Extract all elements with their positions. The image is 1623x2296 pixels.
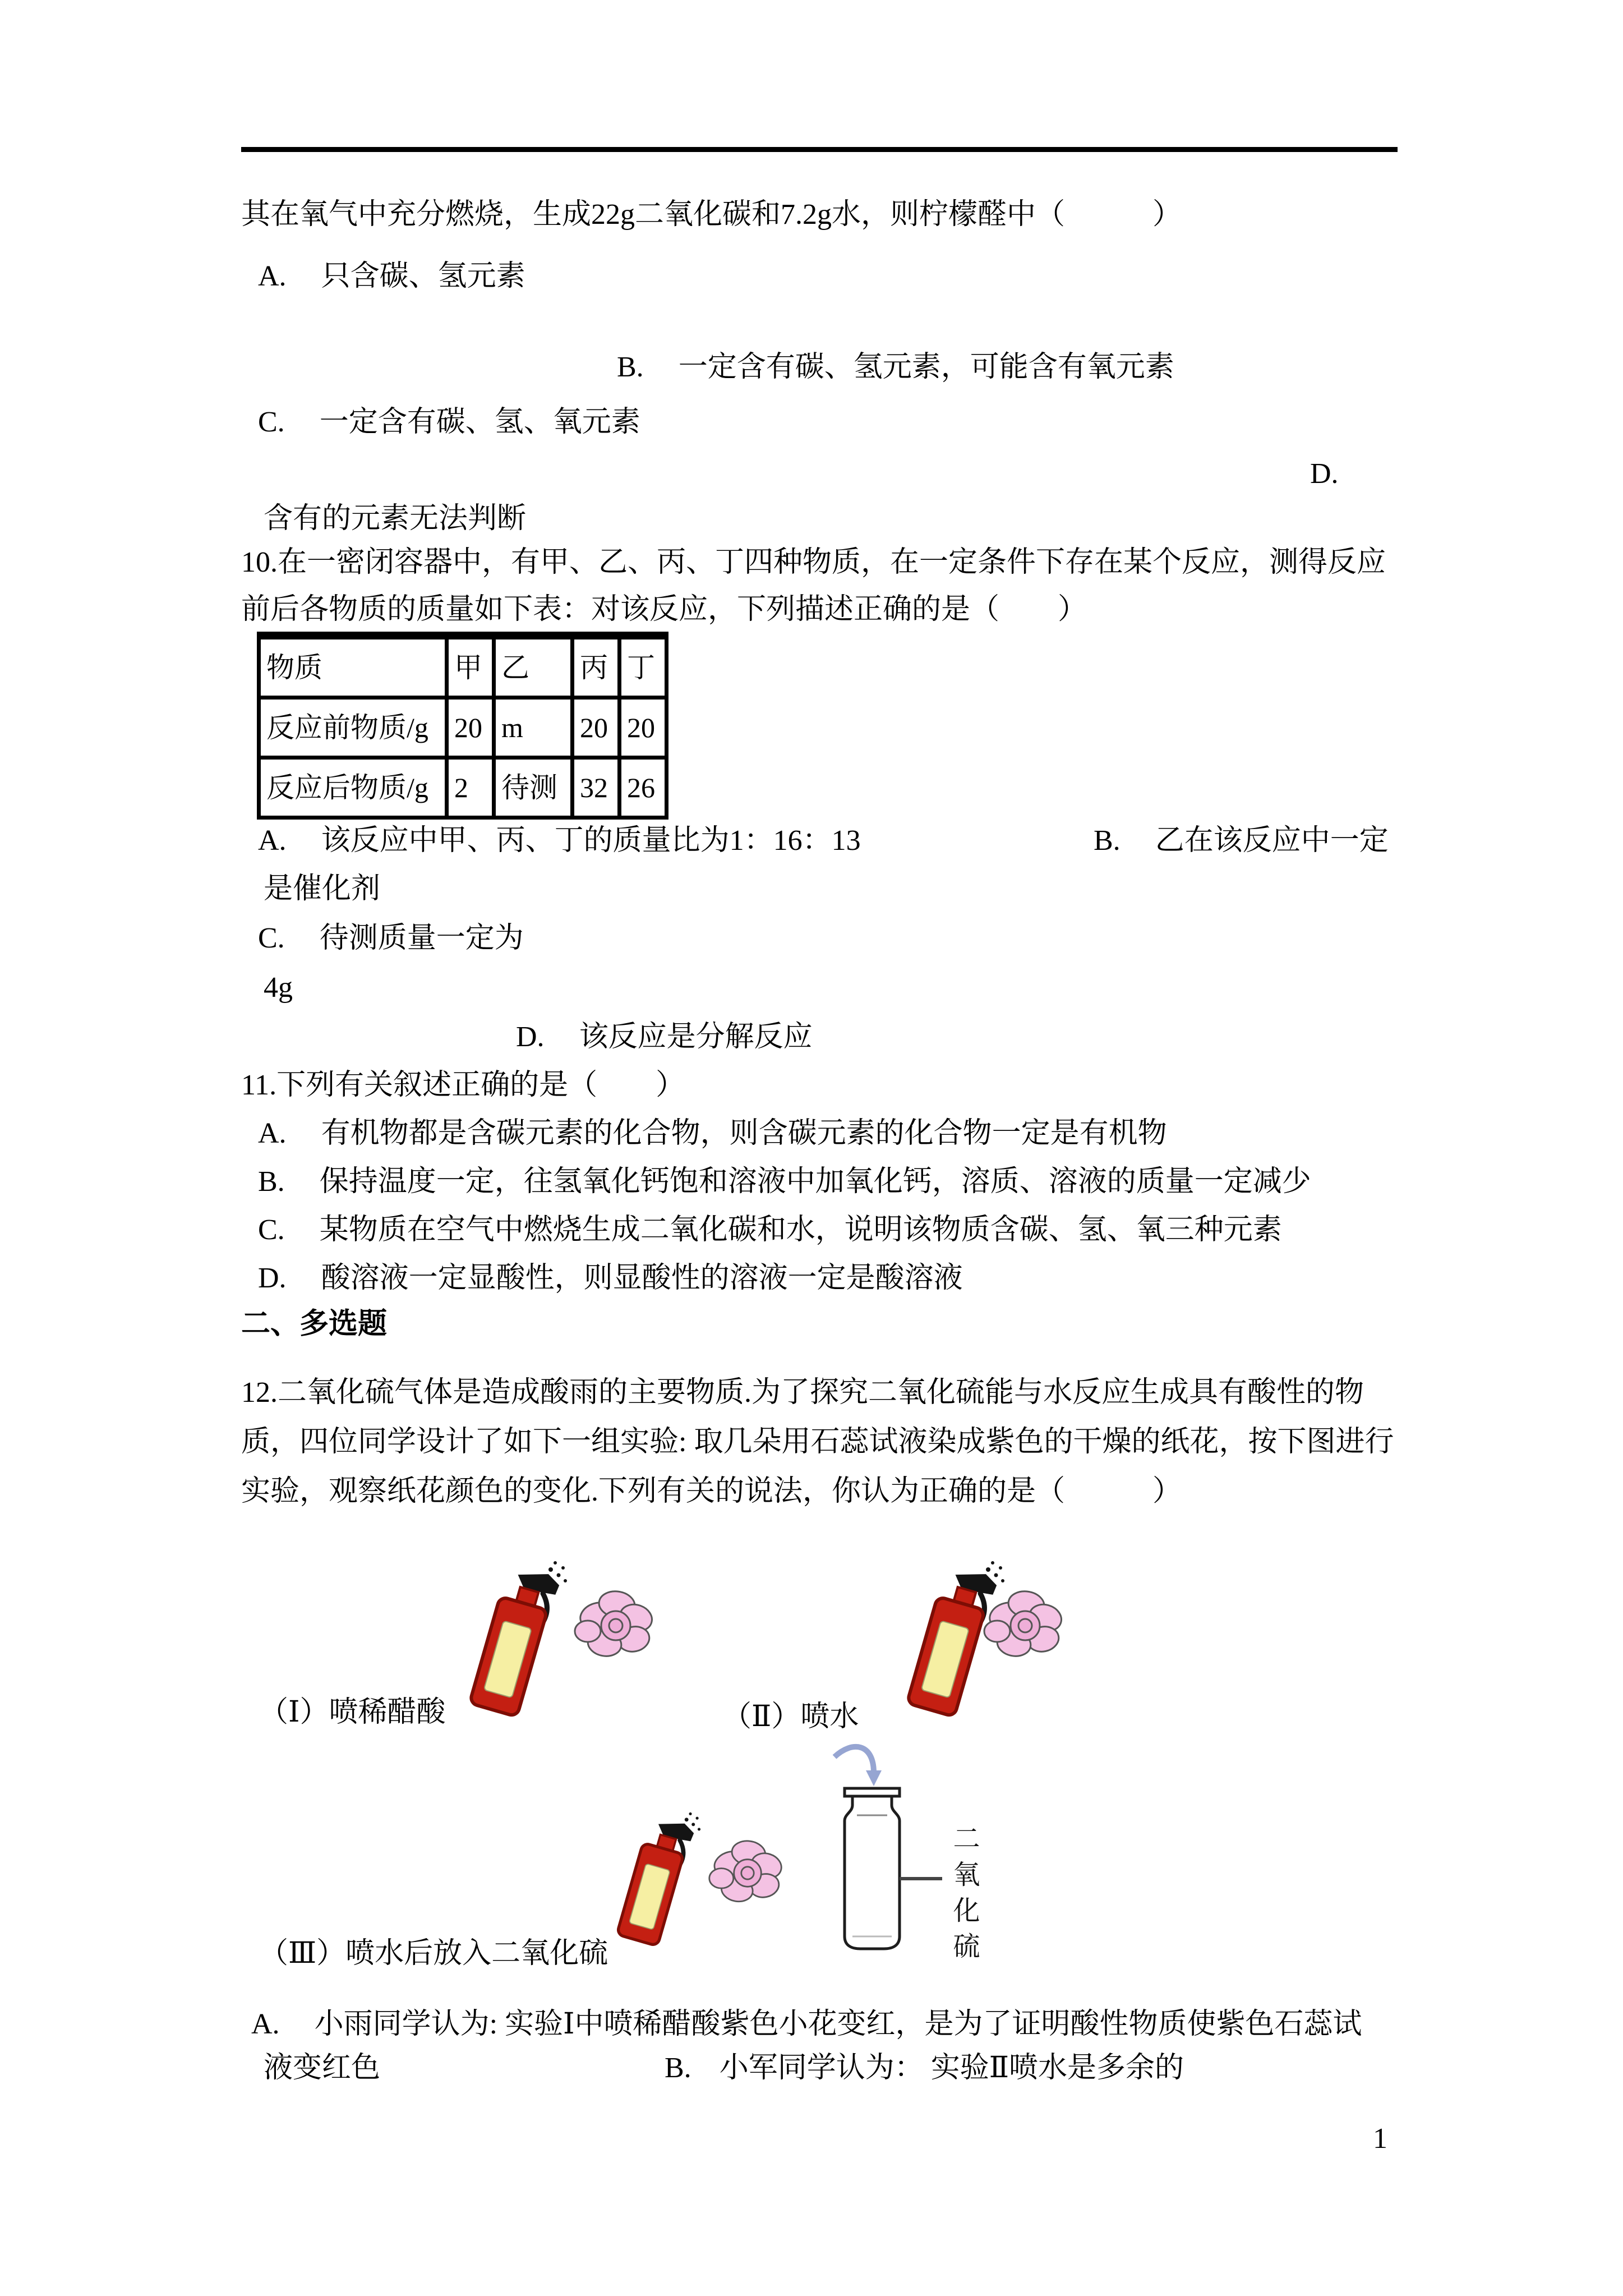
q10-option-c-letter: C. bbox=[258, 922, 285, 954]
q10-option-a bbox=[258, 823, 861, 858]
q11-option-b-text: 保持温度一定，往氢氧化钙饱和溶液中加氧化钙，溶质、溶液的质量一定减少 bbox=[319, 1166, 1311, 1198]
q11-option-d bbox=[258, 1261, 963, 1296]
table-cell: 20 bbox=[447, 698, 494, 758]
q10-option-b-continuation: 是催化剂 bbox=[264, 873, 381, 905]
experiment-1-spray-bottle-icon bbox=[455, 1553, 576, 1728]
jar-label: 二氧化硫 bbox=[949, 1824, 979, 1968]
reaction-mass-table bbox=[257, 632, 668, 820]
header-divider bbox=[241, 147, 1398, 152]
q10-option-d-letter: D. bbox=[516, 1021, 545, 1053]
q12-option-b bbox=[665, 2051, 1184, 2086]
q12-option-a bbox=[251, 2007, 1362, 2042]
table-header-row bbox=[259, 636, 667, 698]
figure-1-label: （Ⅰ）喷稀醋酸 bbox=[259, 1696, 446, 1728]
table-cell: 32 bbox=[573, 758, 620, 818]
page-number: 1 bbox=[1373, 2123, 1387, 2155]
q9-option-b bbox=[617, 350, 1174, 385]
table-header-substance: 物质 bbox=[259, 636, 447, 698]
q10-option-d-text: 该反应是分解反应 bbox=[579, 1021, 813, 1053]
q9-option-b-letter: B. bbox=[617, 351, 644, 383]
q11-option-c-letter: C. bbox=[258, 1214, 285, 1246]
question-11-stem: 11.下列有关叙述正确的是（ ） bbox=[241, 1069, 685, 1101]
q11-option-c-text: 某物质在空气中燃烧生成二氧化碳和水，说明该物质含碳、氢、氧三种元素 bbox=[319, 1214, 1282, 1246]
q11-option-b-letter: B. bbox=[258, 1166, 285, 1198]
q10-option-d bbox=[516, 1020, 813, 1055]
table-header-bing: 丙 bbox=[573, 636, 620, 698]
q10-option-b-text: 乙在该反应中一定 bbox=[1155, 825, 1389, 857]
question-10-stem-line1: 10.在一密闭容器中，有甲、乙、丙、丁四种物质，在一定条件下存在某个反应，测得反应 bbox=[241, 546, 1386, 578]
q10-option-c bbox=[258, 921, 524, 956]
q11-option-a-text: 有机物都是含碳元素的化合物，则含碳元素的化合物一定是有机物 bbox=[321, 1117, 1167, 1149]
q9-option-d-text: 含有的元素无法判断 bbox=[264, 503, 527, 535]
table-cell: 反应后物质/g bbox=[259, 758, 447, 818]
q12-option-a-continuation: 液变红色 bbox=[264, 2052, 381, 2084]
q9-option-a-letter: A. bbox=[258, 260, 287, 292]
q10-option-b-letter: B. bbox=[1094, 825, 1121, 857]
down-arrow-icon bbox=[834, 1747, 882, 1786]
q12-option-a-letter: A. bbox=[251, 2008, 280, 2040]
question-12-stem-line2: 质，四位同学设计了如下一组实验: 取几朵用石蕊试液染成紫色的干燥的纸花，按下图进行 bbox=[241, 1426, 1394, 1458]
jar-label-pointer-line bbox=[900, 1877, 942, 1880]
q11-option-a-letter: A. bbox=[258, 1117, 287, 1149]
q12-option-b-text: 小军同学认为： 实验Ⅱ喷水是多余的 bbox=[719, 2052, 1184, 2084]
q10-option-a-text: 该反应中甲、丙、丁的质量比为1：16：13 bbox=[321, 825, 861, 857]
table-header-ding: 丁 bbox=[620, 636, 667, 698]
experiment-1-flower-icon bbox=[571, 1583, 661, 1668]
table-cell: 反应前物质/g bbox=[259, 698, 447, 758]
q11-option-c bbox=[258, 1213, 1282, 1248]
question-10-stem-line2: 前后各物质的质量如下表：对该反应，下列描述正确的是（ ） bbox=[241, 593, 1087, 625]
experiment-2-flower-icon bbox=[980, 1583, 1070, 1668]
gas-jar-icon bbox=[813, 1739, 931, 1963]
table-cell: m bbox=[494, 698, 573, 758]
q9-option-c bbox=[258, 405, 640, 440]
question-12-stem-line3: 实验，观察纸花颜色的变化.下列有关的说法，你认为正确的是（ ） bbox=[241, 1475, 1182, 1507]
section-2-title: 二、多选题 bbox=[241, 1308, 388, 1340]
q12-option-b-letter: B. bbox=[665, 2052, 691, 2084]
question-12-stem-line1: 12.二氧化硫气体是造成酸雨的主要物质.为了探究二氧化硫能与水反应生成具有酸性的物 bbox=[241, 1377, 1364, 1409]
q9-option-b-text: 一定含有碳、氢元素，可能含有氧元素 bbox=[678, 351, 1174, 383]
table-header-yi: 乙 bbox=[494, 636, 573, 698]
q10-option-c-text: 待测质量一定为 bbox=[319, 922, 524, 954]
q10-option-a-letter: A. bbox=[258, 825, 287, 857]
q9-option-a-text: 只含碳、氢元素 bbox=[321, 260, 525, 292]
experiment-3-flower-icon bbox=[706, 1833, 790, 1913]
table-header-jia: 甲 bbox=[447, 636, 494, 698]
q9-option-a bbox=[258, 259, 525, 294]
table-row-after bbox=[259, 758, 667, 818]
table-cell: 待测 bbox=[494, 758, 573, 818]
table-cell: 20 bbox=[573, 698, 620, 758]
table-row-before bbox=[259, 698, 667, 758]
q10-option-b bbox=[1094, 823, 1389, 858]
experiment-3-spray-bottle-icon bbox=[605, 1805, 708, 1955]
q9-option-c-text: 一定含有碳、氢、氧元素 bbox=[319, 406, 640, 438]
q9-option-d-letter: D. bbox=[1310, 458, 1339, 490]
figure-3-label: （Ⅲ）喷水后放入二氧化硫 bbox=[259, 1938, 608, 1970]
q11-option-a bbox=[258, 1116, 1167, 1151]
figure-2-label: （Ⅱ）喷水 bbox=[722, 1701, 859, 1733]
q9-option-c-letter: C. bbox=[258, 406, 285, 438]
q11-option-d-text: 酸溶液一定显酸性，则显酸性的溶液一定是酸溶液 bbox=[321, 1262, 963, 1294]
q11-option-d-letter: D. bbox=[258, 1262, 287, 1294]
table-cell: 26 bbox=[620, 758, 667, 818]
q12-option-a-text: 小雨同学认为: 实验Ⅰ中喷稀醋酸紫色小花变红，是为了证明酸性物质使紫色石蕊试 bbox=[314, 2008, 1362, 2040]
q10-option-c-continuation: 4g bbox=[264, 972, 293, 1004]
table-cell: 20 bbox=[620, 698, 667, 758]
q11-option-b bbox=[258, 1165, 1311, 1199]
table-cell: 2 bbox=[447, 758, 494, 818]
question-9-stem: 其在氧气中充分燃烧，生成22g二氧化碳和7.2g水，则柠檬醛中（ ） bbox=[241, 199, 1182, 231]
